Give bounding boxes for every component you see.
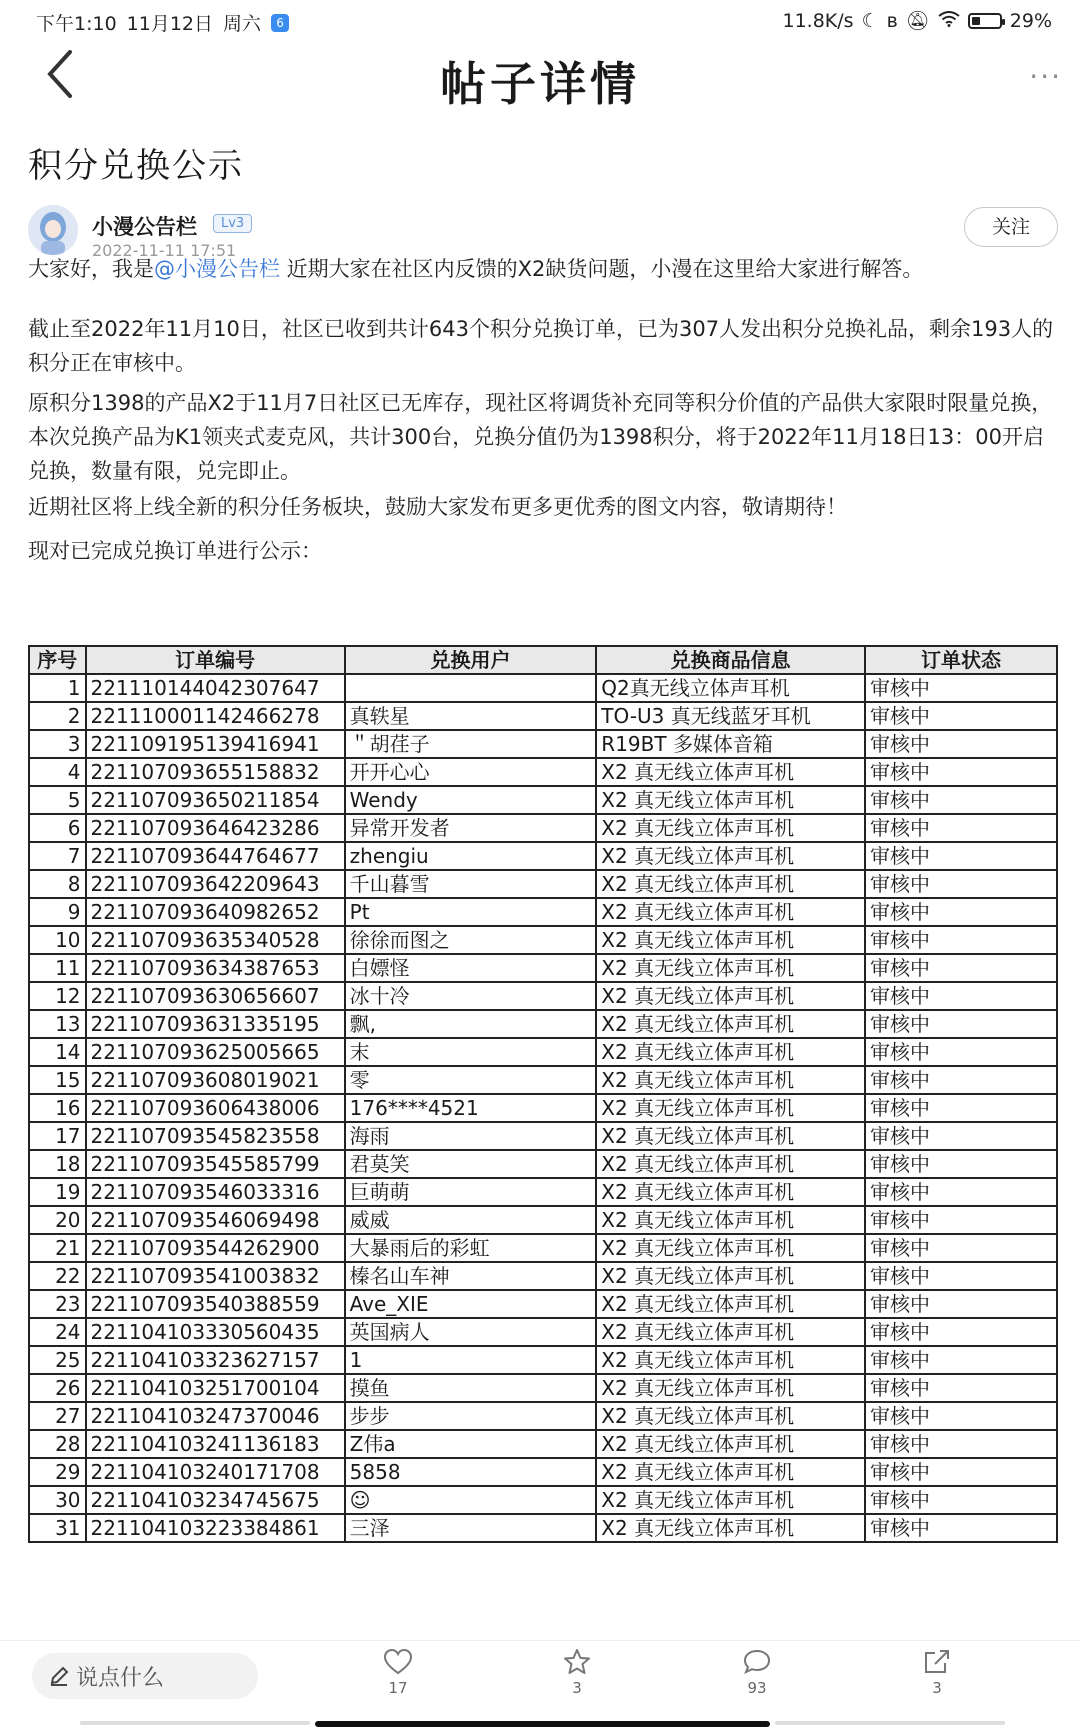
cell-product: X2 真无线立体声耳机 xyxy=(596,1430,865,1458)
cell-order-id: 221107093606438006 xyxy=(86,1094,345,1122)
cell-order-id: 221107093642209643 xyxy=(86,870,345,898)
table-row xyxy=(29,1402,1057,1430)
battery-icon xyxy=(968,13,1002,29)
cell-user: ☺ xyxy=(345,1486,597,1514)
cell-status: 审核中 xyxy=(865,982,1057,1010)
cell-product: X2 真无线立体声耳机 xyxy=(596,1486,865,1514)
cell-status: 审核中 xyxy=(865,1066,1057,1094)
cell-index: 25 xyxy=(29,1346,86,1374)
cell-user: 开开心心 xyxy=(345,758,597,786)
scroll-track-right xyxy=(775,1721,1005,1725)
cell-order-id: 221110144042307647 xyxy=(86,674,345,702)
cell-user: 徐徐而图之 xyxy=(345,926,597,954)
bottom-action-bar xyxy=(0,1640,1080,1729)
table-row xyxy=(29,1486,1057,1514)
table-row xyxy=(29,730,1057,758)
cell-order-id: 221104103247370046 xyxy=(86,1402,345,1430)
cell-user: 英国病人 xyxy=(345,1318,597,1346)
cell-product: X2 真无线立体声耳机 xyxy=(596,1038,865,1066)
cell-order-id: 221107093646423286 xyxy=(86,814,345,842)
table-body xyxy=(29,674,1057,1542)
home-indicator[interactable] xyxy=(315,1721,770,1727)
moon-icon: ☾ xyxy=(861,9,879,32)
cell-index: 6 xyxy=(29,814,86,842)
wifi-icon xyxy=(938,10,960,32)
nav-bar xyxy=(0,40,1080,110)
header-status: 订单状态 xyxy=(865,646,1057,674)
cell-user: 零 xyxy=(345,1066,597,1094)
comment-button[interactable] xyxy=(727,1649,787,1697)
cell-order-id: 221104103330560435 xyxy=(86,1318,345,1346)
status-date: 11月12日 xyxy=(126,13,214,35)
bluetooth-icon: ʙ xyxy=(886,9,898,32)
cell-status: 审核中 xyxy=(865,1486,1057,1514)
avatar[interactable] xyxy=(28,205,78,255)
cell-product: X2 真无线立体声耳机 xyxy=(596,898,865,926)
cell-status: 审核中 xyxy=(865,1150,1057,1178)
cell-user: 三泽 xyxy=(345,1514,597,1542)
table-row xyxy=(29,1458,1057,1486)
cell-user: 摸鱼 xyxy=(345,1374,597,1402)
cell-index: 21 xyxy=(29,1234,86,1262)
cell-status: 审核中 xyxy=(865,814,1057,842)
cell-status: 审核中 xyxy=(865,1262,1057,1290)
pencil-icon xyxy=(48,1665,70,1687)
status-bar xyxy=(0,0,1080,40)
cell-product: X2 真无线立体声耳机 xyxy=(596,1262,865,1290)
cell-product: X2 真无线立体声耳机 xyxy=(596,1178,865,1206)
cell-product: X2 真无线立体声耳机 xyxy=(596,954,865,982)
cell-user: Ave_XIE xyxy=(345,1290,597,1318)
cell-index: 8 xyxy=(29,870,86,898)
table-row xyxy=(29,758,1057,786)
cell-status: 审核中 xyxy=(865,1402,1057,1430)
table-row xyxy=(29,1374,1057,1402)
ellipsis-icon: ··· xyxy=(1029,60,1062,93)
share-button[interactable] xyxy=(907,1649,967,1697)
cell-index: 14 xyxy=(29,1038,86,1066)
status-weekday: 周六 xyxy=(223,13,262,35)
table-row xyxy=(29,870,1057,898)
intro-text: 大家好，我是 xyxy=(28,257,154,281)
cell-index: 26 xyxy=(29,1374,86,1402)
table-row xyxy=(29,982,1057,1010)
like-count: 17 xyxy=(388,1679,408,1697)
table-row xyxy=(29,1206,1057,1234)
cell-index: 29 xyxy=(29,1458,86,1486)
cell-product: X2 真无线立体声耳机 xyxy=(596,1094,865,1122)
cell-order-id: 221107093655158832 xyxy=(86,758,345,786)
status-left xyxy=(36,9,289,36)
heart-icon xyxy=(384,1649,412,1675)
cell-user: Z伟a xyxy=(345,1430,597,1458)
cell-status: 审核中 xyxy=(865,1290,1057,1318)
cell-order-id: 221107093541003832 xyxy=(86,1262,345,1290)
cell-product: X2 真无线立体声耳机 xyxy=(596,1514,865,1542)
cell-status: 审核中 xyxy=(865,674,1057,702)
table-row xyxy=(29,1038,1057,1066)
order-table xyxy=(28,645,1058,1543)
comment-count: 93 xyxy=(747,1679,767,1697)
cell-product: X2 真无线立体声耳机 xyxy=(596,1150,865,1178)
cell-status: 审核中 xyxy=(865,870,1057,898)
star-icon xyxy=(563,1649,591,1675)
table-row xyxy=(29,1262,1057,1290)
paragraph-upcoming: 近期社区将上线全新的积分任务板块，鼓励大家发布更多更优秀的图文内容，敬请期待！ xyxy=(28,495,847,519)
cell-status: 审核中 xyxy=(865,1346,1057,1374)
paragraph-intro xyxy=(28,252,1060,286)
cell-user xyxy=(345,674,597,702)
cell-order-id: 221104103241136183 xyxy=(86,1430,345,1458)
cell-product: Q2真无线立体声耳机 xyxy=(596,674,865,702)
cell-index: 31 xyxy=(29,1514,86,1542)
table-row xyxy=(29,814,1057,842)
cell-user: 冰十冷 xyxy=(345,982,597,1010)
cell-index: 18 xyxy=(29,1150,86,1178)
cell-status: 审核中 xyxy=(865,1038,1057,1066)
cell-status: 审核中 xyxy=(865,842,1057,870)
table-row xyxy=(29,1346,1057,1374)
status-right xyxy=(783,9,1053,32)
header-user: 兑换用户 xyxy=(345,646,597,674)
table-row xyxy=(29,1094,1057,1122)
cell-order-id: 221107093650211854 xyxy=(86,786,345,814)
cell-status: 审核中 xyxy=(865,1178,1057,1206)
cell-product: X2 真无线立体声耳机 xyxy=(596,1290,865,1318)
cell-user: 千山暮雪 xyxy=(345,870,597,898)
cell-order-id: 221107093608019021 xyxy=(86,1066,345,1094)
cell-index: 27 xyxy=(29,1402,86,1430)
cell-order-id: 221109195139416941 xyxy=(86,730,345,758)
cell-status: 审核中 xyxy=(865,702,1057,730)
cell-status: 审核中 xyxy=(865,1458,1057,1486)
cell-status: 审核中 xyxy=(865,1318,1057,1346)
cell-status: 审核中 xyxy=(865,1234,1057,1262)
table-row xyxy=(29,1234,1057,1262)
comment-bubble-icon xyxy=(743,1649,771,1675)
cell-status: 审核中 xyxy=(865,1430,1057,1458)
cell-product: X2 真无线立体声耳机 xyxy=(596,870,865,898)
cell-user: 大暴雨后的彩虹 xyxy=(345,1234,597,1262)
network-speed: 11.8K/s xyxy=(782,9,854,32)
table-row xyxy=(29,898,1057,926)
table-row xyxy=(29,1066,1057,1094)
cell-status: 审核中 xyxy=(865,758,1057,786)
cell-index: 9 xyxy=(29,898,86,926)
cell-product: X2 真无线立体声耳机 xyxy=(596,1402,865,1430)
cell-user: 白嫖怪 xyxy=(345,954,597,982)
share-icon xyxy=(923,1649,951,1675)
favorite-count: 3 xyxy=(572,1679,582,1697)
cell-order-id: 221107093545585799 xyxy=(86,1150,345,1178)
scroll-track-left xyxy=(80,1721,310,1725)
table-row xyxy=(29,1150,1057,1178)
cell-order-id: 221104103223384861 xyxy=(86,1514,345,1542)
cell-index: 5 xyxy=(29,786,86,814)
cell-user: 威威 xyxy=(345,1206,597,1234)
cell-product: X2 真无线立体声耳机 xyxy=(596,1122,865,1150)
cell-index: 15 xyxy=(29,1066,86,1094)
cell-status: 审核中 xyxy=(865,1374,1057,1402)
cell-index: 13 xyxy=(29,1010,86,1038)
cell-status: 审核中 xyxy=(865,1206,1057,1234)
paragraph-restock: 原积分1398的产品X2于11月7日社区已无库存，现社区将调货补充同等积分价值的产品供大家限时限量兑换，本次兑换产品为K1领夹式麦克风，共计300台，兑换分值仍为1398积分，将于2022年11月18日13：00开启兑换，数量有限，兑完即止。 xyxy=(28,391,1053,483)
cell-user: 1 xyxy=(345,1346,597,1374)
table-row xyxy=(29,702,1057,730)
cell-user: zhengiu xyxy=(345,842,597,870)
cell-status: 审核中 xyxy=(865,1010,1057,1038)
cell-user: 异常开发者 xyxy=(345,814,597,842)
cell-order-id: 221107093631335195 xyxy=(86,1010,345,1038)
cell-order-id: 221107093544262900 xyxy=(86,1234,345,1262)
comment-placeholder: 说点什么 xyxy=(76,1665,165,1691)
cell-product: X2 真无线立体声耳机 xyxy=(596,1318,865,1346)
cell-user: 海雨 xyxy=(345,1122,597,1150)
cell-index: 23 xyxy=(29,1290,86,1318)
cell-status: 审核中 xyxy=(865,954,1057,982)
share-count: 3 xyxy=(932,1679,942,1697)
cell-product: X2 真无线立体声耳机 xyxy=(596,926,865,954)
cell-index: 22 xyxy=(29,1262,86,1290)
table-row xyxy=(29,1010,1057,1038)
order-table-container xyxy=(28,645,1062,1640)
cell-order-id: 221107093635340528 xyxy=(86,926,345,954)
table-row xyxy=(29,674,1057,702)
cell-order-id: 221107093546069498 xyxy=(86,1206,345,1234)
header-product: 兑换商品信息 xyxy=(596,646,865,674)
cell-user: 末 xyxy=(345,1038,597,1066)
cell-status: 审核中 xyxy=(865,1122,1057,1150)
cell-index: 28 xyxy=(29,1430,86,1458)
cell-status: 审核中 xyxy=(865,786,1057,814)
cell-product: X2 真无线立体声耳机 xyxy=(596,1066,865,1094)
favorite-button[interactable] xyxy=(547,1649,607,1697)
cell-product: X2 真无线立体声耳机 xyxy=(596,1374,865,1402)
cell-user: 步步 xyxy=(345,1402,597,1430)
cell-order-id: 221104103234745675 xyxy=(86,1486,345,1514)
cell-product: X2 真无线立体声耳机 xyxy=(596,1458,865,1486)
cell-index: 30 xyxy=(29,1486,86,1514)
cell-index: 16 xyxy=(29,1094,86,1122)
table-row xyxy=(29,926,1057,954)
cell-user: Pt xyxy=(345,898,597,926)
cell-status: 审核中 xyxy=(865,1094,1057,1122)
page-title: 帖子详情 xyxy=(440,57,640,111)
cell-index: 3 xyxy=(29,730,86,758)
cell-product: X2 真无线立体声耳机 xyxy=(596,842,865,870)
cell-product: X2 真无线立体声耳机 xyxy=(596,786,865,814)
like-button[interactable] xyxy=(368,1649,428,1697)
table-row xyxy=(29,954,1057,982)
cell-product: R19BT 多媒体音箱 xyxy=(596,730,865,758)
paragraph-stats: 截止至2022年11月10日，社区已收到共计643个积分兑换订单，已为307人发出积分兑换礼品，剩余193人的积分正在审核中。 xyxy=(28,317,1054,375)
paragraph-table-intro: 现对已完成兑换订单进行公示： xyxy=(28,539,322,563)
cell-product: X2 真无线立体声耳机 xyxy=(596,758,865,786)
cell-index: 10 xyxy=(29,926,86,954)
post-title: 积分兑换公示 xyxy=(28,146,244,186)
cell-index: 2 xyxy=(29,702,86,730)
cell-index: 24 xyxy=(29,1318,86,1346)
table-row xyxy=(29,786,1057,814)
cell-order-id: 221104103240171708 xyxy=(86,1458,345,1486)
cell-product: X2 真无线立体声耳机 xyxy=(596,814,865,842)
post-date: 2022-11-11 17:51 xyxy=(92,241,237,260)
cell-order-id: 221107093630656607 xyxy=(86,982,345,1010)
battery-level: 29% xyxy=(1009,9,1052,32)
author-name[interactable]: 小漫公告栏 xyxy=(92,215,197,239)
cell-user: 榛名山车神 xyxy=(345,1262,597,1290)
header-order-id: 订单编号 xyxy=(86,646,345,674)
cell-order-id: 221107093634387653 xyxy=(86,954,345,982)
table-row xyxy=(29,1122,1057,1150)
cell-user: 巨萌萌 xyxy=(345,1178,597,1206)
mention-link[interactable]: @小漫公告栏 xyxy=(154,257,280,281)
mute-icon: 🔕︎ xyxy=(905,10,930,32)
cell-index: 17 xyxy=(29,1122,86,1150)
header-index: 序号 xyxy=(29,646,86,674)
intro-text-rest: 近期大家在社区内反馈的X2缺货问题，小漫在这里给大家进行解答。 xyxy=(280,257,924,281)
cell-order-id: 221107093546033316 xyxy=(86,1178,345,1206)
status-time: 下午1:10 xyxy=(36,13,117,35)
cell-order-id: 221107093640982652 xyxy=(86,898,345,926)
cell-order-id: 221104103251700104 xyxy=(86,1374,345,1402)
cell-user: 5858 xyxy=(345,1458,597,1486)
comment-input[interactable] xyxy=(32,1653,258,1699)
cell-order-id: 221107093644764677 xyxy=(86,842,345,870)
cell-product: X2 真无线立体声耳机 xyxy=(596,1206,865,1234)
cell-user: ＂胡荏子 xyxy=(345,730,597,758)
cell-order-id: 221107093625005665 xyxy=(86,1038,345,1066)
cell-user: 真轶星 xyxy=(345,702,597,730)
table-row xyxy=(29,1290,1057,1318)
table-row xyxy=(29,1178,1057,1206)
cell-user: 176****4521 xyxy=(345,1094,597,1122)
cell-index: 1 xyxy=(29,674,86,702)
cell-order-id: 221107093540388559 xyxy=(86,1290,345,1318)
cell-product: X2 真无线立体声耳机 xyxy=(596,982,865,1010)
cell-order-id: 221107093545823558 xyxy=(86,1122,345,1150)
table-row xyxy=(29,1318,1057,1346)
cell-index: 20 xyxy=(29,1206,86,1234)
follow-button[interactable]: 关注 xyxy=(964,207,1058,247)
table-row xyxy=(29,842,1057,870)
table-row xyxy=(29,1430,1057,1458)
cell-index: 19 xyxy=(29,1178,86,1206)
level-badge: Lv3 xyxy=(213,214,252,233)
cell-user: Wendy xyxy=(345,786,597,814)
cell-user: 君莫笑 xyxy=(345,1150,597,1178)
cell-status: 审核中 xyxy=(865,730,1057,758)
table-row xyxy=(29,1514,1057,1542)
cell-index: 4 xyxy=(29,758,86,786)
app-notification-icon: 6 xyxy=(271,14,289,32)
cell-user: 飘, xyxy=(345,1010,597,1038)
cell-product: X2 真无线立体声耳机 xyxy=(596,1346,865,1374)
cell-status: 审核中 xyxy=(865,1514,1057,1542)
more-button[interactable] xyxy=(1029,60,1062,93)
table-header-row xyxy=(29,646,1057,674)
cell-status: 审核中 xyxy=(865,926,1057,954)
cell-index: 12 xyxy=(29,982,86,1010)
cell-order-id: 221104103323627157 xyxy=(86,1346,345,1374)
cell-index: 7 xyxy=(29,842,86,870)
cell-order-id: 221110001142466278 xyxy=(86,702,345,730)
cell-index: 11 xyxy=(29,954,86,982)
cell-product: X2 真无线立体声耳机 xyxy=(596,1234,865,1262)
cell-product: X2 真无线立体声耳机 xyxy=(596,1010,865,1038)
cell-product: TO-U3 真无线蓝牙耳机 xyxy=(596,702,865,730)
cell-status: 审核中 xyxy=(865,898,1057,926)
